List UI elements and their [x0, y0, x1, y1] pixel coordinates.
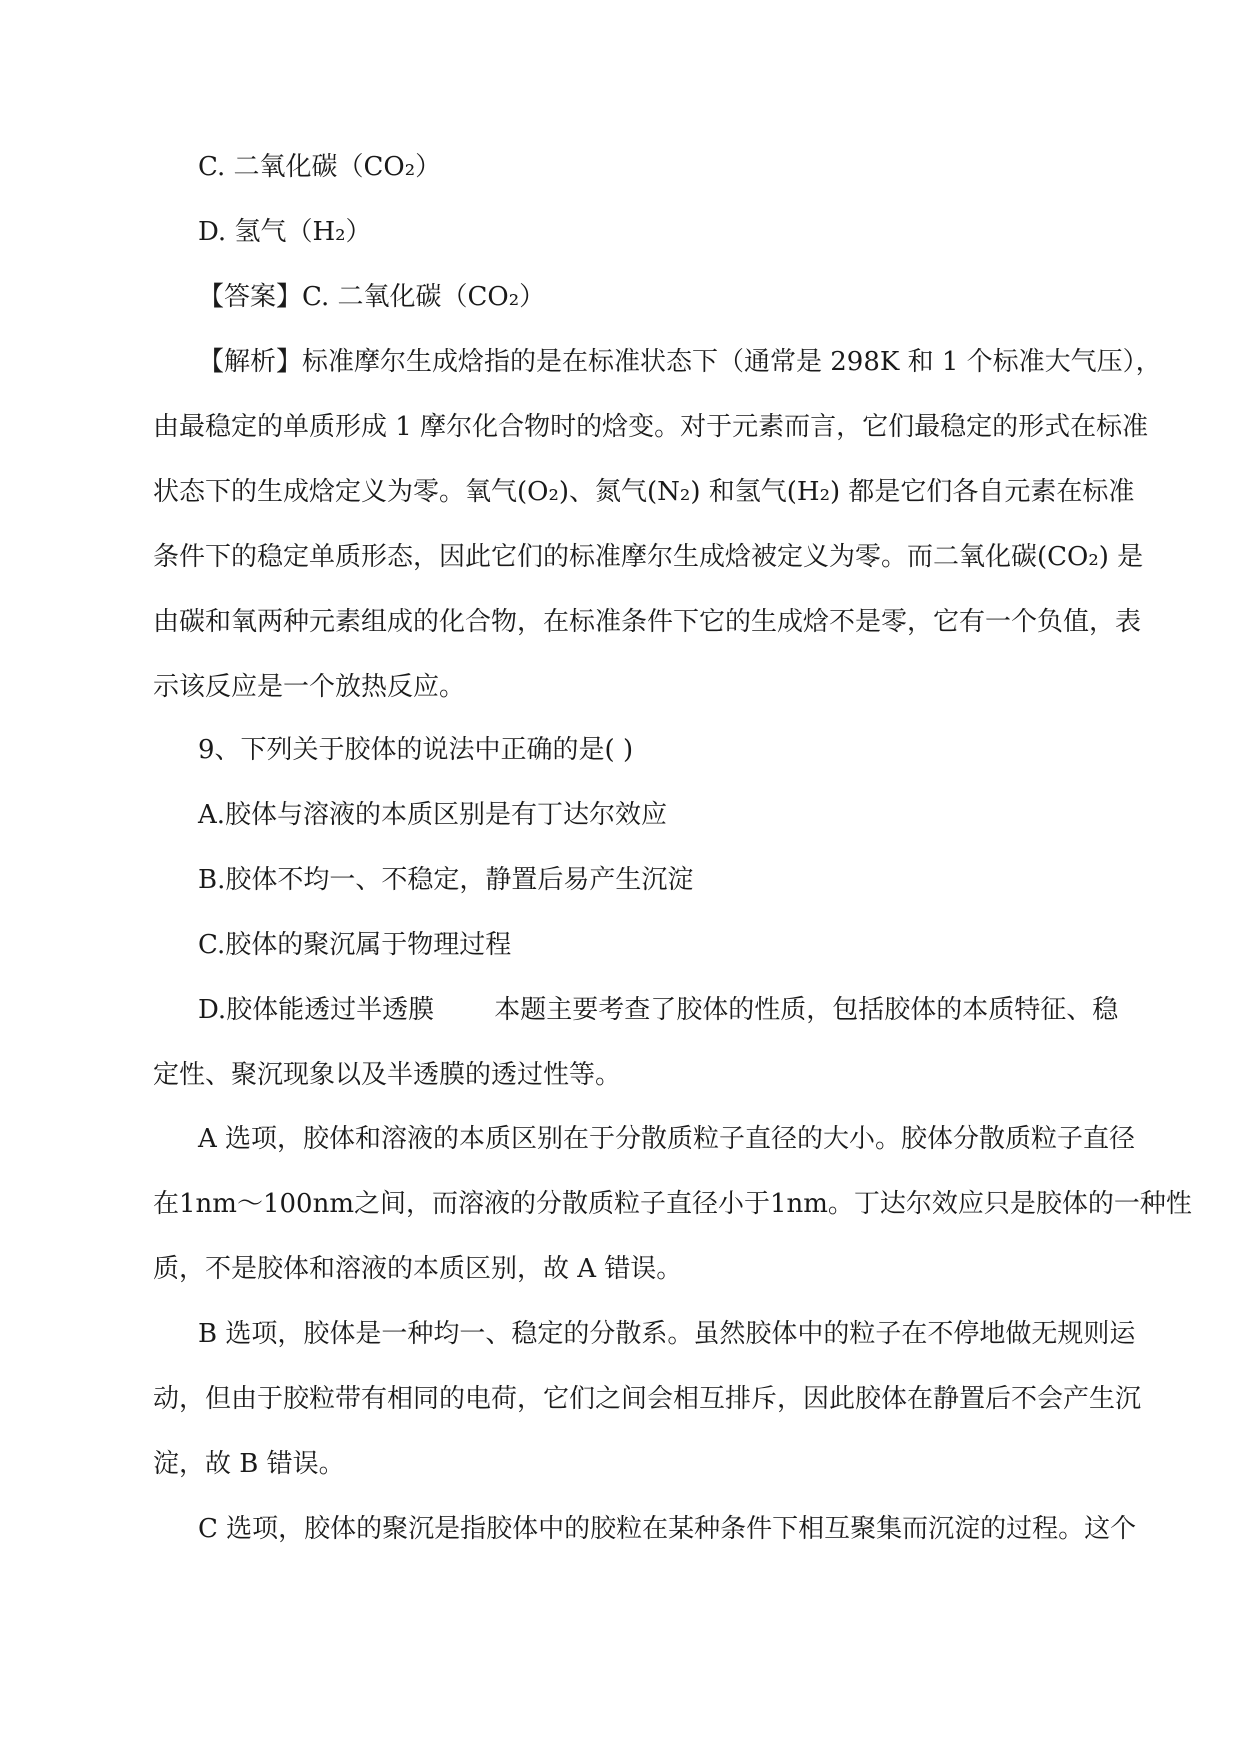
analysis-line: 【解析】标准摩尔生成焓指的是在标准状态下（通常是 298K 和 1 个标准大气压）， — [198, 347, 1162, 377]
para-b-line: B 选项，胶体是一种均一、稳定的分散系。虽然胶体中的粒子在不停地做无规则运 — [198, 1319, 1136, 1349]
question-9-option-a: A.胶体与溶液的本质区别是有丁达尔效应 — [198, 800, 668, 830]
analysis-line: 由碳和氧两种元素组成的化合物，在标准条件下它的生成焓不是零，它有一个负值，表 — [153, 607, 1142, 637]
question-9-option-d-line — [198, 993, 1118, 1027]
answer-line: 【答案】C. 二氧化碳（CO₂） — [198, 282, 546, 312]
para-b-line: 淀，故 B 错误。 — [153, 1449, 345, 1479]
question-9-explanation-line: 定性、聚沉现象以及半透膜的透过性等。 — [153, 1060, 622, 1090]
para-a-line: A 选项，胶体和溶液的本质区别在于分散质粒子直径的大小。胶体分散质粒子直径 — [198, 1124, 1136, 1154]
analysis-line: 示该反应是一个放热反应。 — [153, 672, 466, 702]
para-a-line: 在1nm～100nm之间，而溶液的分散质粒子直径小于1nm。丁达尔效应只是胶体的一种性 — [153, 1189, 1192, 1219]
option-d: D. 氢气（H₂） — [198, 217, 372, 247]
question-9-option-c: C.胶体的聚沉属于物理过程 — [198, 930, 512, 960]
question-9-option-d: D.胶体能透过半透膜 — [198, 995, 435, 1025]
analysis-line: 由最稳定的单质形成 1 摩尔化合物时的焓变。对于元素而言，它们最稳定的形式在标准 — [153, 412, 1149, 442]
question-9-explanation: 本题主要考查了胶体的性质，包括胶体的本质特征、稳 — [494, 995, 1119, 1025]
question-9-option-b: B.胶体不均一、不稳定，静置后易产生沉淀 — [198, 865, 694, 895]
question-9-stem: 9、下列关于胶体的说法中正确的是( ) — [198, 735, 634, 765]
para-a-line: 质，不是胶体和溶液的本质区别，故 A 错误。 — [153, 1254, 683, 1284]
analysis-line: 条件下的稳定单质形态，因此它们的标准摩尔生成焓被定义为零。而二氧化碳(CO₂) 是 — [153, 542, 1144, 572]
analysis-line: 状态下的生成焓定义为零。氧气(O₂)、氮气(N₂) 和氢气(H₂) 都是它们各自元素在标准 — [153, 477, 1135, 507]
option-c: C. 二氧化碳（CO₂） — [198, 152, 442, 182]
para-c-line: C 选项，胶体的聚沉是指胶体中的胶粒在某种条件下相互聚集而沉淀的过程。这个 — [198, 1514, 1137, 1544]
para-b-line: 动，但由于胶粒带有相同的电荷，它们之间会相互排斥，因此胶体在静置后不会产生沉 — [153, 1384, 1142, 1414]
